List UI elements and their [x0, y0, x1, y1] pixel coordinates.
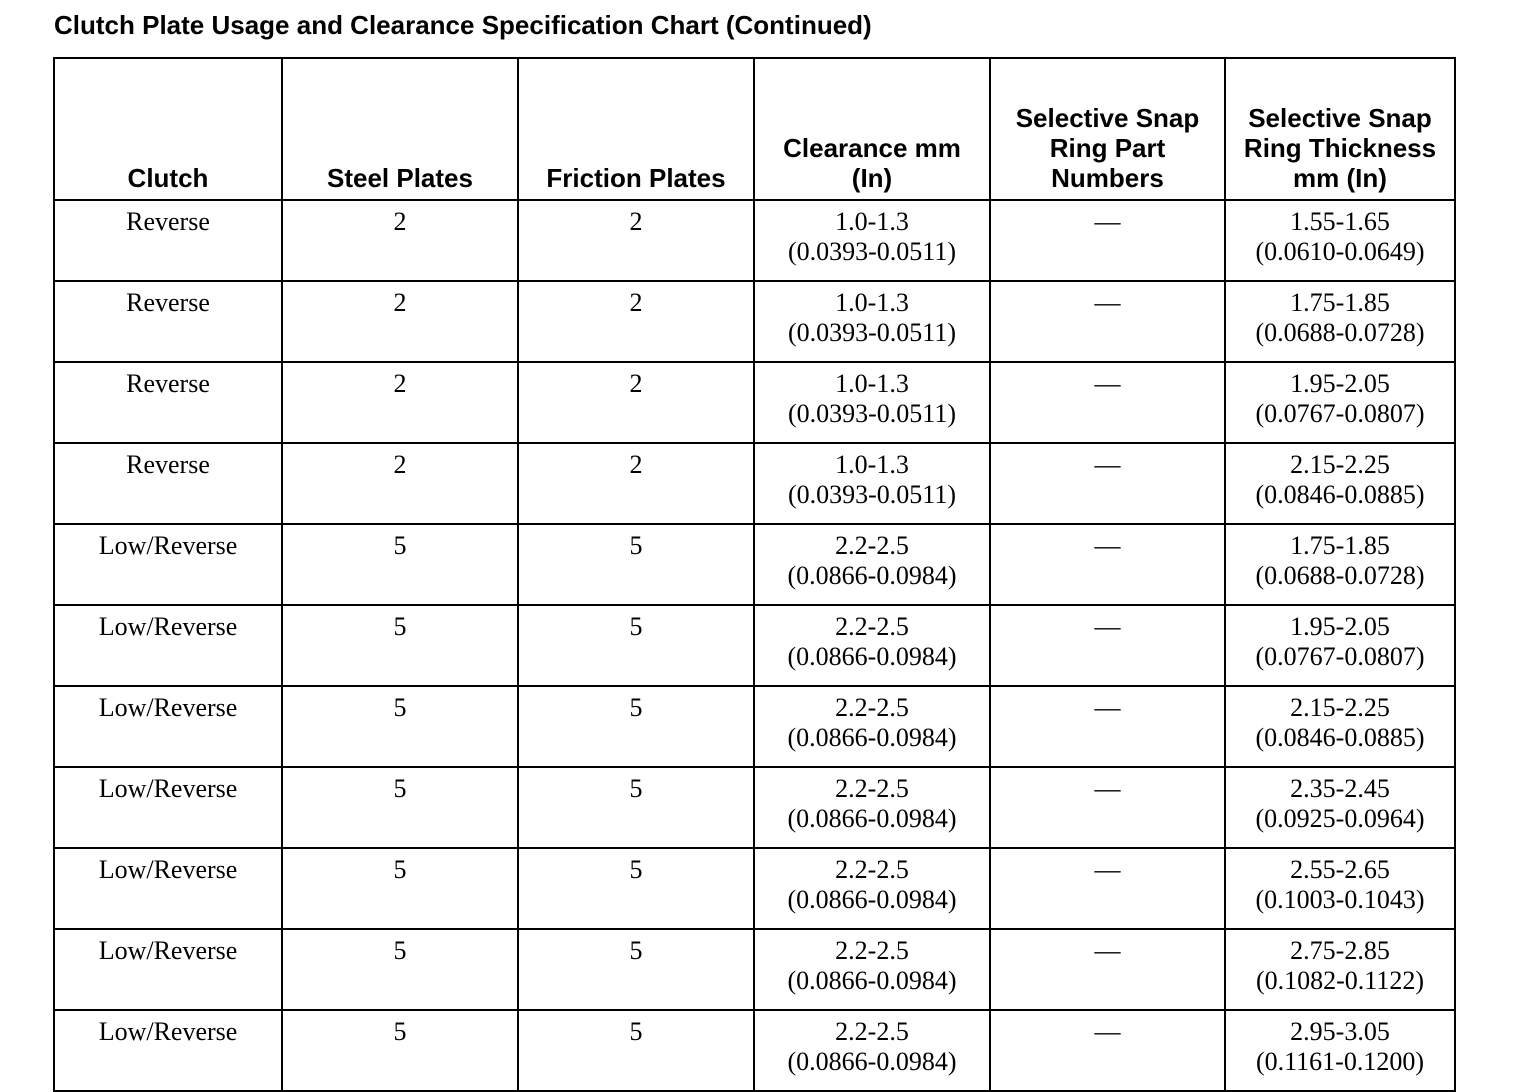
table-row — [54, 524, 1455, 605]
cell-snap-ring-thickness-value: 2.15-2.25 — [1290, 693, 1390, 722]
header-snap-ring-part-numbers — [990, 58, 1225, 200]
cell-friction-plates-value: 5 — [629, 855, 643, 884]
cell-clearance-value: (0.0393-0.0511) — [787, 399, 956, 428]
cell-clearance-value: (0.0866-0.0984) — [787, 966, 957, 995]
cell-snap-ring-thickness — [1225, 281, 1455, 362]
header-label: Selective Snap Ring Part Numbers — [1015, 103, 1200, 193]
cell-friction-plates — [518, 605, 754, 686]
cell-snap-ring-thickness-value: (0.1082-0.1122) — [1255, 966, 1424, 995]
cell-snap-ring-part-number-value: — — [1094, 1017, 1121, 1046]
cell-clutch — [54, 848, 282, 929]
page-title: Clutch Plate Usage and Clearance Specification Chart (Continued) — [54, 10, 872, 40]
cell-clearance-value: (0.0866-0.0984) — [787, 561, 957, 590]
table-row — [54, 767, 1455, 848]
cell-steel-plates-value: 5 — [393, 936, 407, 965]
cell-clutch — [54, 767, 282, 848]
cell-friction-plates-value: 5 — [629, 936, 643, 965]
cell-steel-plates — [282, 929, 518, 1010]
table-row — [54, 362, 1455, 443]
cell-friction-plates — [518, 281, 754, 362]
cell-snap-ring-part-number — [990, 848, 1225, 929]
cell-snap-ring-part-number-value: — — [1094, 936, 1121, 965]
cell-steel-plates-value: 5 — [393, 1017, 407, 1046]
cell-clutch — [54, 362, 282, 443]
cell-snap-ring-thickness — [1225, 443, 1455, 524]
cell-clutch-value: Low/Reverse — [98, 531, 238, 560]
cell-clearance-value: 1.0-1.3 — [835, 450, 909, 479]
cell-snap-ring-thickness-value: (0.0610-0.0649) — [1255, 237, 1425, 266]
header-friction-plates — [518, 58, 754, 200]
cell-clutch-value: Low/Reverse — [98, 693, 238, 722]
cell-snap-ring-thickness-value: (0.0767-0.0807) — [1255, 642, 1425, 671]
cell-steel-plates-value: 5 — [393, 855, 407, 884]
cell-steel-plates-value: 5 — [393, 693, 407, 722]
cell-friction-plates-value: 2 — [629, 450, 643, 479]
cell-snap-ring-part-number — [990, 929, 1225, 1010]
cell-snap-ring-part-number-value: — — [1094, 450, 1121, 479]
cell-clutch-value: Reverse — [126, 369, 210, 398]
cell-friction-plates — [518, 443, 754, 524]
cell-clearance — [754, 281, 990, 362]
cell-clutch-value: Low/Reverse — [98, 855, 238, 884]
cell-clutch — [54, 443, 282, 524]
cell-clearance-value: (0.0393-0.0511) — [787, 318, 956, 347]
header-label: Clearance mm (In) — [783, 133, 961, 193]
header-clutch — [54, 58, 282, 200]
cell-friction-plates — [518, 929, 754, 1010]
cell-snap-ring-thickness-value: (0.0688-0.0728) — [1255, 318, 1425, 347]
cell-clearance-value: (0.0866-0.0984) — [787, 723, 957, 752]
cell-clutch — [54, 200, 282, 281]
header-label: Clutch — [127, 163, 209, 193]
cell-snap-ring-thickness-value: (0.0925-0.0964) — [1255, 804, 1425, 833]
cell-clearance — [754, 362, 990, 443]
cell-clearance — [754, 848, 990, 929]
cell-snap-ring-part-number-value: — — [1094, 774, 1121, 803]
table-row — [54, 281, 1455, 362]
cell-clearance — [754, 767, 990, 848]
cell-snap-ring-part-number-value: — — [1094, 855, 1121, 884]
cell-clearance-value: (0.0393-0.0511) — [787, 480, 956, 509]
cell-clutch-value: Reverse — [126, 207, 210, 236]
cell-steel-plates-value: 2 — [393, 369, 407, 398]
cell-clearance — [754, 200, 990, 281]
cell-friction-plates-value: 5 — [629, 774, 643, 803]
cell-snap-ring-part-number — [990, 281, 1225, 362]
header-label: Selective Snap Ring Thickness mm (In) — [1243, 103, 1437, 193]
cell-snap-ring-part-number-value: — — [1094, 531, 1121, 560]
header-snap-ring-thickness — [1225, 58, 1455, 200]
header-label: Friction Plates — [546, 163, 726, 193]
cell-friction-plates — [518, 362, 754, 443]
cell-friction-plates-value: 2 — [629, 288, 643, 317]
cell-snap-ring-thickness-value: 2.55-2.65 — [1290, 855, 1390, 884]
cell-steel-plates-value: 2 — [393, 207, 407, 236]
cell-snap-ring-part-number — [990, 200, 1225, 281]
cell-friction-plates-value: 2 — [629, 369, 643, 398]
cell-snap-ring-thickness — [1225, 1010, 1455, 1091]
cell-friction-plates — [518, 767, 754, 848]
cell-steel-plates — [282, 686, 518, 767]
table-row — [54, 929, 1455, 1010]
cell-steel-plates — [282, 524, 518, 605]
header-clearance — [754, 58, 990, 200]
cell-snap-ring-part-number — [990, 362, 1225, 443]
cell-steel-plates-value: 2 — [393, 450, 407, 479]
cell-friction-plates-value: 2 — [629, 207, 643, 236]
table-row — [54, 848, 1455, 929]
cell-steel-plates — [282, 443, 518, 524]
cell-friction-plates-value: 5 — [629, 612, 643, 641]
cell-clutch-value: Low/Reverse — [98, 612, 238, 641]
cell-clutch-value: Reverse — [126, 288, 210, 317]
cell-snap-ring-part-number — [990, 605, 1225, 686]
table-row — [54, 1010, 1455, 1091]
cell-clearance-value: 2.2-2.5 — [835, 612, 909, 641]
cell-clearance — [754, 686, 990, 767]
cell-clearance-value: 2.2-2.5 — [835, 531, 909, 560]
cell-friction-plates — [518, 848, 754, 929]
cell-snap-ring-thickness-value: 2.15-2.25 — [1290, 450, 1390, 479]
cell-steel-plates — [282, 1010, 518, 1091]
cell-snap-ring-part-number-value: — — [1094, 288, 1121, 317]
cell-clearance-value: (0.0866-0.0984) — [787, 885, 957, 914]
cell-clutch — [54, 1010, 282, 1091]
cell-friction-plates — [518, 686, 754, 767]
cell-snap-ring-thickness-value: 1.95-2.05 — [1290, 612, 1390, 641]
table-row — [54, 200, 1455, 281]
cell-snap-ring-part-number-value: — — [1094, 612, 1121, 641]
cell-clearance-value: 1.0-1.3 — [835, 288, 909, 317]
header-row — [54, 58, 1455, 200]
cell-clearance-value: (0.0866-0.0984) — [787, 804, 957, 833]
cell-clearance-value: 2.2-2.5 — [835, 1017, 909, 1046]
cell-snap-ring-part-number — [990, 686, 1225, 767]
cell-snap-ring-thickness-value: 1.95-2.05 — [1290, 369, 1390, 398]
cell-snap-ring-thickness-value: (0.1003-0.1043) — [1255, 885, 1425, 914]
cell-snap-ring-part-number — [990, 443, 1225, 524]
cell-clutch-value: Low/Reverse — [98, 936, 238, 965]
cell-snap-ring-thickness — [1225, 848, 1455, 929]
cell-clutch-value: Low/Reverse — [98, 1017, 238, 1046]
cell-clearance-value: (0.0866-0.0984) — [787, 642, 957, 671]
cell-snap-ring-thickness-value: (0.0688-0.0728) — [1255, 561, 1425, 590]
cell-steel-plates — [282, 362, 518, 443]
header-label: Steel Plates — [327, 163, 473, 193]
cell-snap-ring-thickness — [1225, 524, 1455, 605]
cell-clutch — [54, 605, 282, 686]
cell-clearance-value: 1.0-1.3 — [835, 369, 909, 398]
cell-clearance-value: 2.2-2.5 — [835, 693, 909, 722]
cell-steel-plates — [282, 200, 518, 281]
cell-steel-plates-value: 5 — [393, 774, 407, 803]
cell-clearance — [754, 1010, 990, 1091]
cell-clutch-value: Reverse — [126, 450, 210, 479]
cell-friction-plates-value: 5 — [629, 1017, 643, 1046]
cell-clearance-value: (0.0866-0.0984) — [787, 1047, 957, 1076]
cell-clutch — [54, 524, 282, 605]
header-steel-plates — [282, 58, 518, 200]
cell-clearance-value: (0.0393-0.0511) — [787, 237, 956, 266]
cell-snap-ring-thickness — [1225, 362, 1455, 443]
cell-snap-ring-part-number — [990, 524, 1225, 605]
cell-friction-plates — [518, 1010, 754, 1091]
cell-steel-plates-value: 2 — [393, 288, 407, 317]
cell-clearance-value: 2.2-2.5 — [835, 774, 909, 803]
cell-steel-plates-value: 5 — [393, 531, 407, 560]
table-header — [54, 58, 1455, 200]
cell-clutch — [54, 929, 282, 1010]
clutch-spec-table — [53, 57, 1456, 1092]
cell-clutch-value: Low/Reverse — [98, 774, 238, 803]
cell-clearance-value: 1.0-1.3 — [835, 207, 909, 236]
cell-snap-ring-thickness-value: (0.1161-0.1200) — [1255, 1047, 1424, 1076]
table-body — [54, 200, 1455, 1091]
cell-clearance-value: 2.2-2.5 — [835, 855, 909, 884]
cell-friction-plates — [518, 524, 754, 605]
cell-clearance-value: 2.2-2.5 — [835, 936, 909, 965]
cell-snap-ring-part-number-value: — — [1094, 207, 1121, 236]
cell-snap-ring-thickness — [1225, 767, 1455, 848]
cell-clearance — [754, 605, 990, 686]
cell-steel-plates — [282, 767, 518, 848]
cell-snap-ring-thickness-value: 1.75-1.85 — [1290, 288, 1390, 317]
cell-snap-ring-thickness-value: (0.0846-0.0885) — [1255, 480, 1425, 509]
cell-steel-plates — [282, 281, 518, 362]
cell-snap-ring-thickness-value: 1.55-1.65 — [1290, 207, 1390, 236]
cell-friction-plates — [518, 200, 754, 281]
cell-clearance — [754, 929, 990, 1010]
cell-steel-plates — [282, 848, 518, 929]
cell-clutch — [54, 281, 282, 362]
table-row — [54, 605, 1455, 686]
cell-snap-ring-thickness-value: 2.75-2.85 — [1290, 936, 1390, 965]
cell-snap-ring-part-number-value: — — [1094, 693, 1121, 722]
cell-friction-plates-value: 5 — [629, 693, 643, 722]
cell-snap-ring-thickness — [1225, 929, 1455, 1010]
cell-clearance — [754, 524, 990, 605]
cell-snap-ring-thickness-value: (0.0846-0.0885) — [1255, 723, 1425, 752]
cell-snap-ring-thickness-value: 1.75-1.85 — [1290, 531, 1390, 560]
cell-steel-plates-value: 5 — [393, 612, 407, 641]
cell-snap-ring-thickness — [1225, 605, 1455, 686]
cell-snap-ring-part-number-value: — — [1094, 369, 1121, 398]
cell-snap-ring-part-number — [990, 767, 1225, 848]
cell-snap-ring-thickness-value: 2.35-2.45 — [1290, 774, 1390, 803]
table-row — [54, 686, 1455, 767]
cell-clearance — [754, 443, 990, 524]
cell-snap-ring-thickness — [1225, 686, 1455, 767]
cell-friction-plates-value: 5 — [629, 531, 643, 560]
cell-clutch — [54, 686, 282, 767]
cell-steel-plates — [282, 605, 518, 686]
cell-snap-ring-thickness — [1225, 200, 1455, 281]
cell-snap-ring-thickness-value: (0.0767-0.0807) — [1255, 399, 1425, 428]
cell-snap-ring-thickness-value: 2.95-3.05 — [1290, 1017, 1390, 1046]
cell-snap-ring-part-number — [990, 1010, 1225, 1091]
table-row — [54, 443, 1455, 524]
